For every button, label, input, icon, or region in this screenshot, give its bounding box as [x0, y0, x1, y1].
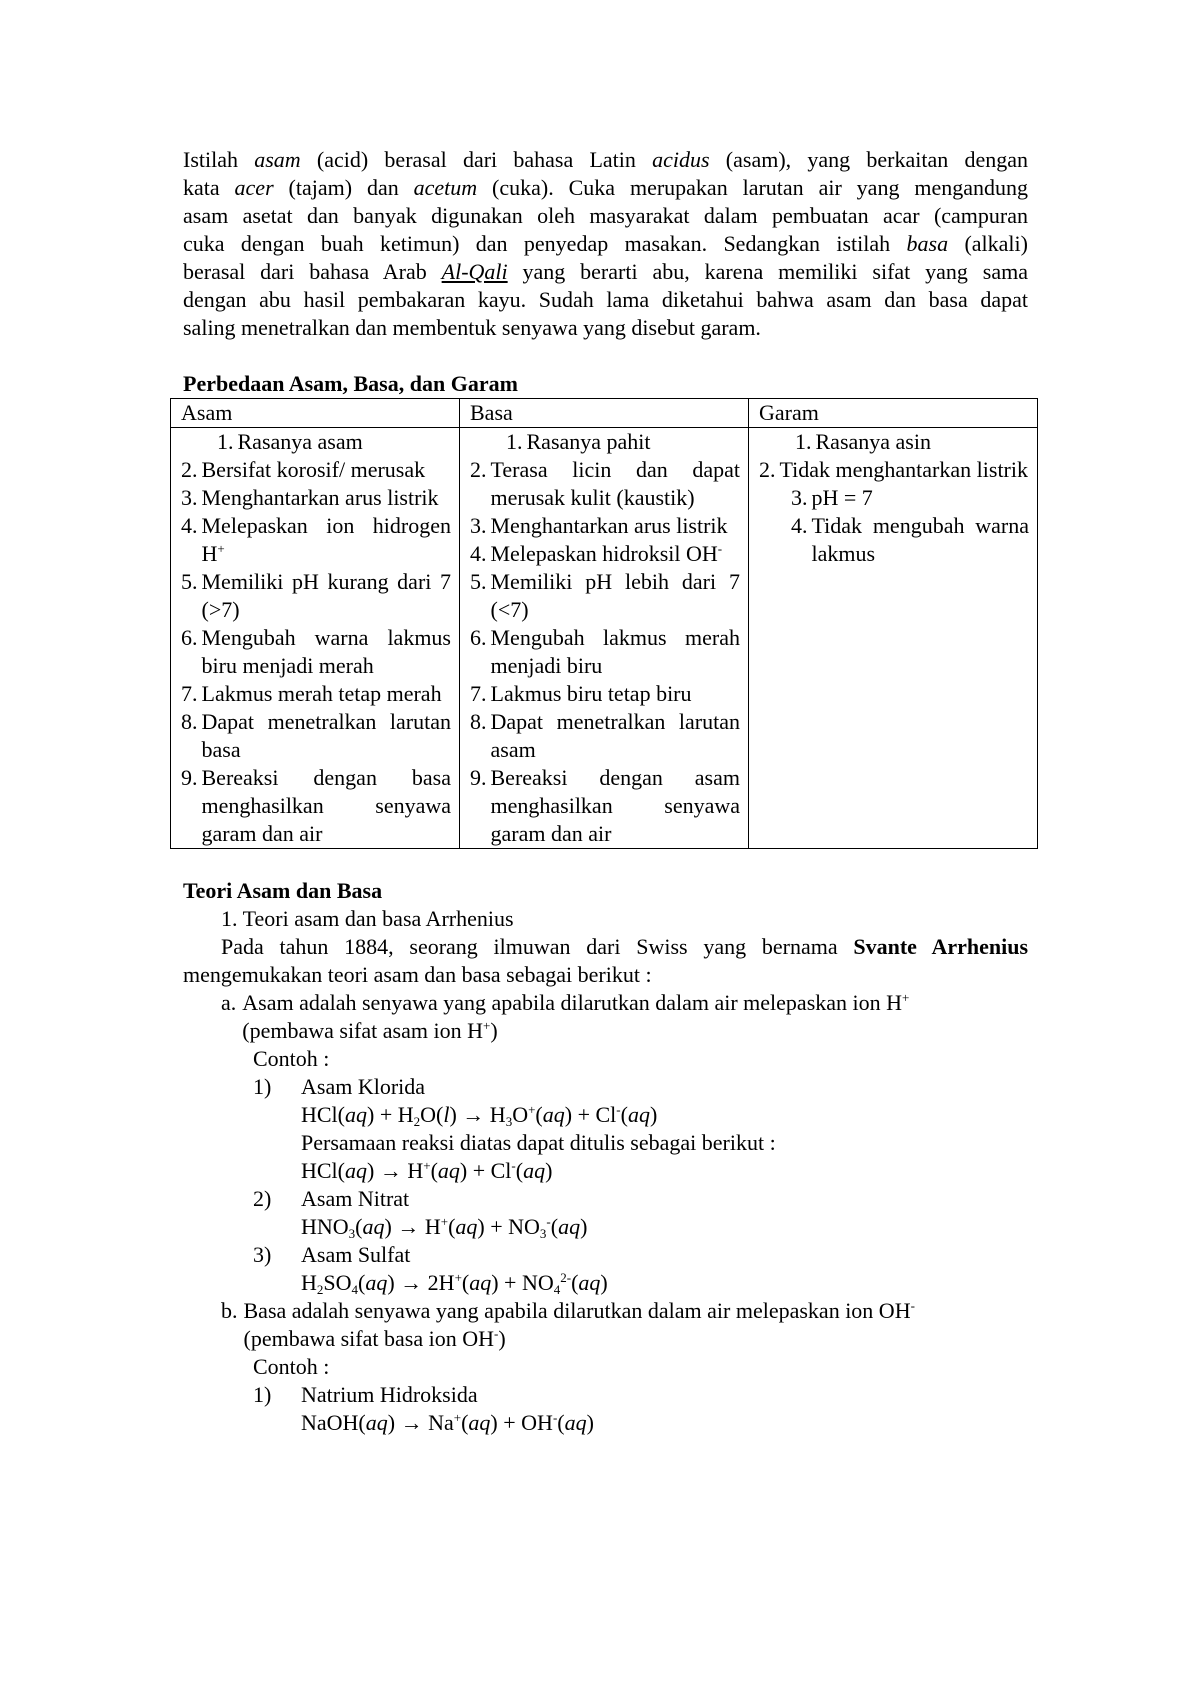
list-item: 1. Rasanya pahit: [506, 429, 651, 454]
asam-column: [171, 428, 460, 849]
list-item: 9. Bereaksi dengan asam menghasilkan senyawa garam dan air: [470, 765, 740, 846]
equation: $HCl(aq) + H_2O(l) \to H_3O^+(aq) + Cl^-(aq)$: [301, 1102, 658, 1129]
example-item: 3) Asam Sulfat: [253, 1242, 411, 1267]
intro-line: saling menetralkan dan membentuk senyawa yang disebut garam.: [183, 315, 761, 340]
header-basa: Basa: [460, 399, 749, 428]
example-item: 1) Natrium Hidroksida: [253, 1382, 478, 1407]
intro-line: Istilah asam (acid) berasal dari bahasa Latin acidus (asam), yang berkaitan dengan: [183, 147, 1028, 172]
header-garam: Garam: [749, 399, 1038, 428]
equation: $HNO_3(aq) \to H^+(aq) + NO_3^-(aq)$: [301, 1214, 588, 1241]
list-item: 1. Rasanya asin: [795, 429, 931, 454]
theory-title: Teori Asam dan Basa: [183, 878, 383, 903]
garam-column: [749, 428, 1038, 849]
intro-line: asam asetat dan banyak digunakan oleh masyarakat dalam pembuatan acar (campuran: [183, 203, 1028, 228]
equation-note: Persamaan reaksi diatas dapat ditulis sebagai berikut :: [301, 1130, 776, 1155]
list-item: 3. pH = 7: [791, 485, 873, 510]
theory-section: [183, 877, 1028, 1437]
arrhenius-name: Svante Arrhenius: [853, 934, 1028, 959]
acid-definition: a. Asam adalah senyawa yang apabila dilarutkan dalam air melepaskan ion H+ (pembawa sifat asam ion H+): [221, 990, 910, 1043]
table-header-row: [171, 399, 1038, 428]
table-title: Perbedaan Asam, Basa, dan Garam: [183, 371, 518, 396]
list-item: 4. Tidak mengubah warna lakmus: [791, 513, 1029, 566]
list-item: 6. Mengubah warna lakmus biru menjadi merah: [181, 625, 451, 678]
list-item: 7. Lakmus biru tetap biru: [470, 681, 692, 706]
basa-column: [460, 428, 749, 849]
equation: NaOH(aq) → Na+(aq) + OH-(aq): [301, 1410, 594, 1435]
example-item: 1) Asam Klorida: [253, 1074, 426, 1099]
equation: $H_2SO_4(aq) \to 2H^+(aq) + NO_4^{2-}(aq)$: [301, 1270, 608, 1297]
list-item: 5. Memiliki pH lebih dari 7 (<7): [470, 569, 740, 622]
list-item: 2. Bersifat korosif/ merusak: [181, 457, 426, 482]
list-item: 9. Bereaksi dengan basa menghasilkan senyawa garam dan air: [181, 765, 451, 846]
list-item: 2. Terasa licin dan dapat merusak kulit (kaustik): [470, 457, 740, 510]
arrhenius-paragraph: Pada tahun 1884, seorang ilmuwan dari Swiss yang bernama Svante Arrhenius mengemukakan teori asam dan basa sebagai berikut :: [183, 934, 1028, 987]
list-item: 5. Memiliki pH kurang dari 7 (>7): [181, 569, 451, 622]
contoh-label: Contoh :: [253, 1354, 330, 1379]
theory-item-1: 1. Teori asam dan basa Arrhenius: [221, 906, 514, 931]
list-item: 6. Mengubah lakmus merah menjadi biru: [470, 625, 740, 678]
header-asam: Asam: [171, 399, 460, 428]
list-item: 1. Rasanya asam: [217, 429, 363, 454]
example-item: 2) Asam Nitrat: [253, 1186, 410, 1211]
equation: HCl(aq) → H+(aq) + Cl-(aq): [301, 1158, 553, 1183]
base-definition: b. Basa adalah senyawa yang apabila dilarutkan dalam air melepaskan ion OH- (pembawa sifat basa ion OH-): [221, 1298, 915, 1351]
list-item: 8. Dapat menetralkan larutan basa: [181, 709, 451, 762]
comparison-table: [170, 398, 1038, 849]
list-item: 3. Menghantarkan arus listrik: [470, 513, 728, 538]
intro-line: cuka dengan buah ketimun) dan penyedap masakan. Sedangkan istilah basa (alkali): [183, 231, 1028, 256]
list-item: 8. Dapat menetralkan larutan asam: [470, 709, 740, 762]
list-item: 4. Melepaskan ion hidrogen H+: [181, 513, 451, 566]
list-item: 7. Lakmus merah tetap merah: [181, 681, 442, 706]
table-row: [171, 428, 1038, 849]
intro-line: berasal dari bahasa Arab Al-Qali yang berarti abu, karena memiliki sifat yang sama: [183, 259, 1029, 284]
intro-line: kata acer (tajam) dan acetum (cuka). Cuka merupakan larutan air yang mengandung: [183, 175, 1028, 200]
contoh-label: Contoh :: [253, 1046, 330, 1071]
intro-paragraph: [183, 146, 1028, 342]
intro-line: dengan abu hasil pembakaran kayu. Sudah lama diketahui bahwa asam dan basa dapat: [183, 287, 1028, 312]
list-item: 2. Tidak menghantarkan listrik: [759, 457, 1028, 482]
list-item: 4. Melepaskan hidroksil OH-: [470, 541, 723, 566]
list-item: 3. Menghantarkan arus listrik: [181, 485, 439, 510]
document-page: [183, 146, 1028, 1437]
